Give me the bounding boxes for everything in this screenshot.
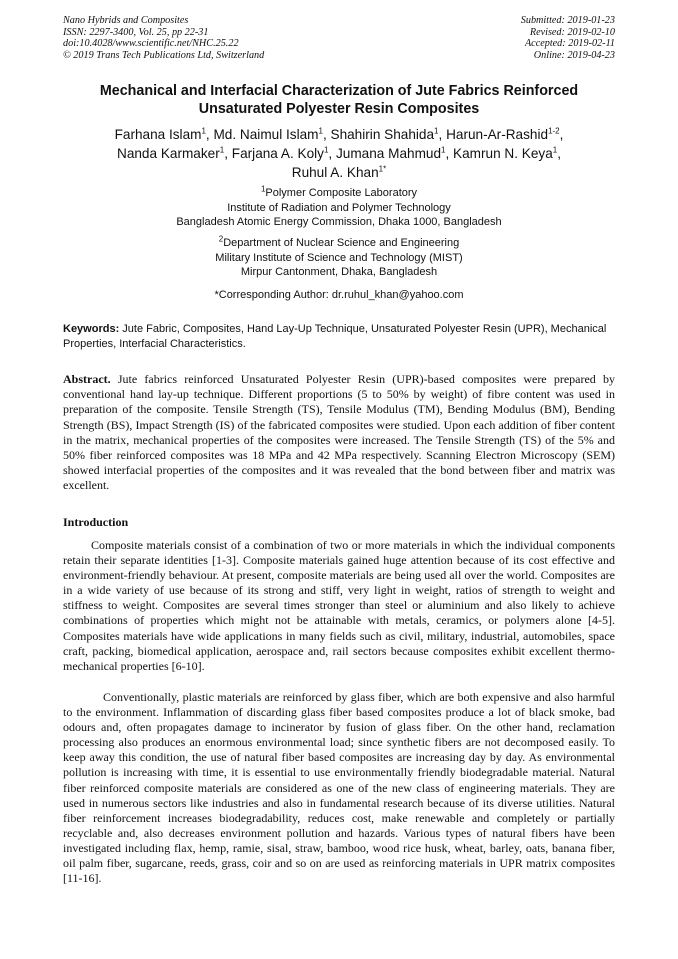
submission-dates [521, 15, 615, 61]
keywords [63, 322, 615, 352]
body-paragraph-1: Composite materials consist of a combination of two or more materials in which the individual components retain their separate identities [1-3]. Composite materials gained huge attention because of its cost effective and environment-friendly behaviour. At present, composite materials are being used all over the world. Composites are in a wide variety of use because of its strong and stiff, very light in weight, ratios of strength to weight and stiffness to weight. Composites are several times stronger than steel or aluminium and also likely to achieve combinations of properties which might not be attainable with metals, ceramics, or polymers alone [4-5]. Composites materials have wide applications in many fields such as civil, military, industrial, automobiles, space craft, packing, biomedical application, aerospace and, rail sectors because composites exhibit excellent thermo-mechanical properties [6-10]. [63, 538, 615, 673]
title-line-2: Unsaturated Polyester Resin Composites [198, 101, 480, 117]
affiliation-line: Department of Nuclear Science and Engineering [223, 237, 460, 249]
author: Farhana Islam$^1$, [114, 126, 214, 142]
author: Ruhul A. Khan$^{1*}$ [291, 164, 387, 180]
journal-issn: ISSN: 2297-3400, Vol. 25, pp 22-31 [63, 26, 209, 38]
abstract-label: Abstract. [63, 372, 111, 386]
corresponding-author: *Corresponding Author: dr.ruhul_khan@yahoo.com [214, 289, 464, 301]
affiliation-line: Polymer Composite Laboratory [265, 187, 418, 199]
title-line-1: Mechanical and Interfacial Characterization of Jute Fabrics Reinforced [99, 83, 579, 99]
author: Shahirin Shahida$^1$, [330, 126, 447, 142]
body-paragraph-2: Conventionally, plastic materials are reinforced by glass fiber, which are both expensive and also harmful to the environment. Inflammation of discarding glass fiber based composites produce a lot of black smoke, bad odours and, often propagates damage to incinerator by fusion of glass fiber. On the other hand, reclamation processing also produces an enormous environmental load; since synthetic fibers are not decomposed easily. To keep away this condition, the use of natural fiber based composites are increasing day by day. As environmental pollution is increasing with time, it is essential to use environmentally friendly biodegradable material. Natural fiber reinforced composite materials are considered as one of the new class of engineering materials. They are used in numerous sectors like industries and also in fundamental research because of its diverse utilities. Natural fiber reinforcement increases biodegradability, reduces cost, make renewable and completely or partially recyclable and, also decreases environment pollution and hazards. Various types of natural fibers have been investigated including flax, hemp, ramie, sisal, straw, bamboo, wood rice husk, wheat, barley, oats, banana fiber, oil palm fiber, sugarcane, reeds, grass, coir and so on are used as reinforcing materials in UPR matrix composites [11-16]. [63, 690, 615, 886]
abstract [63, 372, 615, 494]
keywords-text: Jute Fabric, Composites, Hand Lay-Up Technique, Unsaturated Polyester Resin (UPR), Mechanical Properties, Interfacial Characteristics. [63, 323, 607, 350]
author: Farjana A. Koly$^1$, [231, 145, 336, 161]
affiliation-marker: 1 [260, 184, 266, 194]
journal-copyright: © 2019 Trans Tech Publications Ltd, Switzerland [63, 49, 265, 61]
paper-title [50, 82, 628, 118]
submitted-date: Submitted: 2019-01-23 [520, 15, 615, 26]
journal-doi: doi:10.4028/www.scientific.net/NHC.25.22 [63, 38, 239, 50]
revised-date: Revised: 2019-02-10 [529, 26, 615, 38]
author-list [40, 125, 638, 182]
journal-info [63, 15, 264, 61]
author: Harun-Ar-Rashid$^{1-2}$, [446, 126, 564, 142]
affiliation-marker: 2 [218, 234, 224, 244]
affiliation-1 [40, 186, 638, 230]
journal-name: Nano Hybrids and Composites [63, 15, 189, 26]
affiliation-line: Bangladesh Atomic Energy Commission, Dhaka 1000, Bangladesh [176, 216, 502, 229]
keywords-label: Keywords: [63, 323, 120, 335]
abstract-text: Jute fabrics reinforced Unsaturated Polyester Resin (UPR)-based composites were prepared by conventional hand lay-up technique. Different proportions (5 to 50% by weight) of fibre content was used in preparation of the composite. Tensile Strength (TS), Tensile Modulus (TM), Bending Modulus (BM), Bending Strength (BS), Impact Strength (IS) of the fabricated composites were studied. Upon each addition of fiber content in the matrix, mechanical properties of the composites were increased. The Tensile Strength (TS) of the 5% and 50% fiber reinforced composites was 18 MPa and 42 MPa respectively. Scanning Electron Microscopy (SEM) showed interfacial properties of the composites and it was revealed that the bond between fiber and matrix was excellent. [63, 372, 615, 493]
affiliation-2 [40, 236, 638, 280]
affiliation-line: Military Institute of Science and Technology (MIST) [215, 251, 463, 264]
author: Kamrun N. Keya$^1$, [453, 145, 561, 161]
online-date: Online: 2019-04-23 [533, 49, 615, 61]
affiliation-line: Institute of Radiation and Polymer Technology [227, 201, 451, 214]
affiliation-line: Mirpur Cantonment, Dhaka, Bangladesh [240, 266, 438, 279]
author: Jumana Mahmud$^1$, [335, 145, 454, 161]
author: Md. Naimul Islam$^1$, [213, 126, 331, 142]
section-heading-introduction: Introduction [63, 515, 129, 529]
author: Nanda Karmaker$^1$, [117, 145, 232, 161]
accepted-date: Accepted: 2019-02-11 [524, 38, 615, 50]
